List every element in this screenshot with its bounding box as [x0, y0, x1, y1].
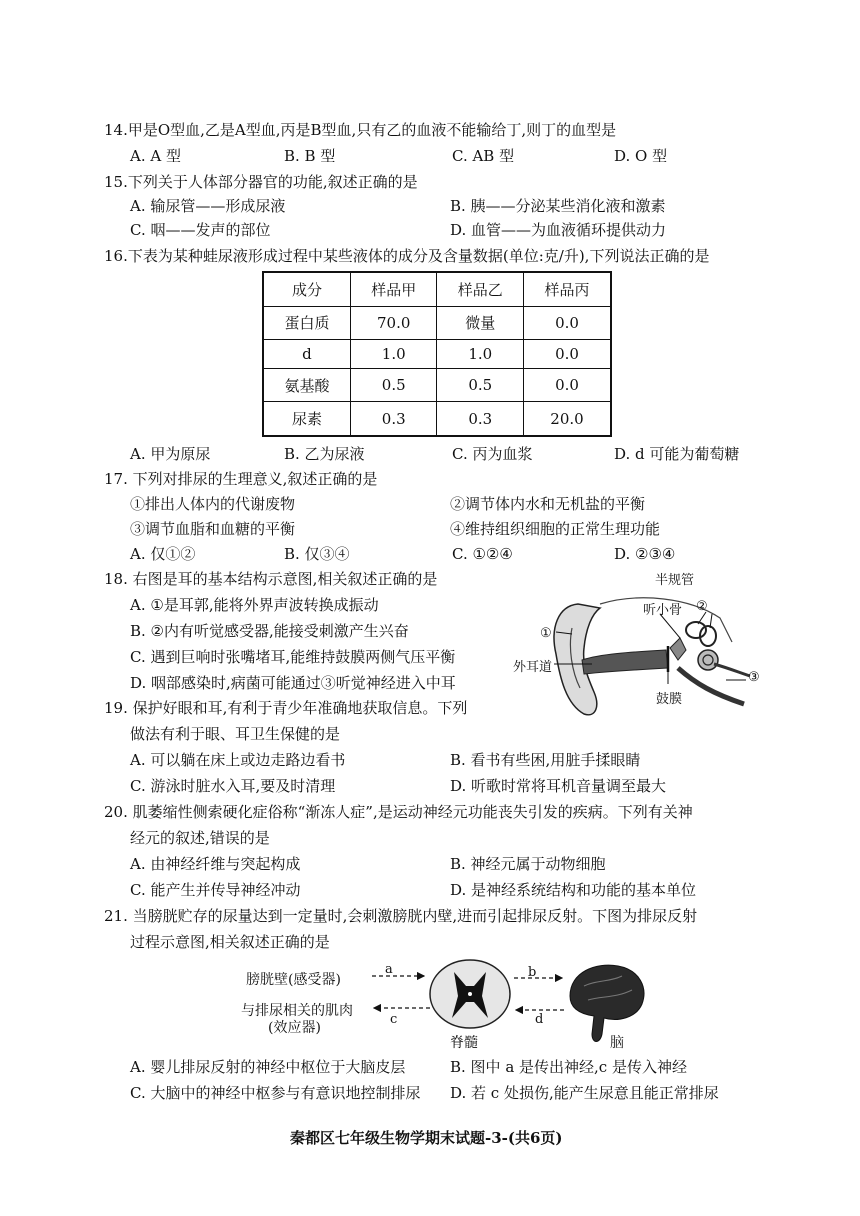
q17-option-d: D. ②③④: [614, 545, 676, 563]
label-2: ②: [696, 599, 708, 614]
label-a: a: [385, 962, 393, 977]
q19-option-b: B. 看书有些困,用脏手揉眼睛: [450, 751, 641, 769]
q21-option-a: A. 婴儿排尿反射的神经中枢位于大脑皮层: [130, 1058, 406, 1076]
label-d: d: [535, 1012, 544, 1027]
q15-option-b: B. 胰——分泌某些消化液和激素: [450, 197, 666, 215]
q17-item-3: ③调节血脂和血糖的平衡: [130, 520, 296, 538]
q20-option-b: B. 神经元属于动物细胞: [450, 855, 606, 873]
table-cell: 0.3: [350, 402, 437, 436]
table-cell: 1.0: [437, 340, 524, 369]
table-cell: 0.5: [350, 368, 437, 401]
q17-option-b: B. 仅③④: [284, 545, 350, 563]
q15-stem: 15.下列关于人体部分器官的功能,叙述正确的是: [104, 173, 418, 191]
q18-option-b: B. ②内有听觉感受器,能接受刺激产生兴奋: [130, 622, 409, 640]
table-cell: 微量: [437, 306, 524, 339]
table-header: 成分: [263, 272, 350, 306]
q14-option-c: C. AB 型: [452, 147, 515, 165]
micturition-reflex-diagram: [370, 956, 650, 1048]
table-cell: 尿素: [263, 402, 350, 436]
table-header: 样品丙: [524, 272, 612, 306]
table-cell: d: [263, 340, 350, 369]
page-footer: 秦都区七年级生物学期末试题-3-(共6页): [290, 1129, 563, 1147]
q17-option-c: C. ①②④: [452, 545, 513, 563]
q18-stem: 18. 右图是耳的基本结构示意图,相关叙述正确的是: [104, 570, 438, 588]
q15-option-c: C. 咽——发声的部位: [130, 221, 271, 239]
label-b: b: [528, 965, 537, 980]
q19-stem-line1: 19. 保护好眼和耳,有利于青少年准确地获取信息。下列: [104, 699, 468, 717]
q15-option-d: D. 血管——为血液循环提供动力: [450, 221, 667, 239]
q18-option-d: D. 咽部感染时,病菌可能通过③听觉神经进入中耳: [130, 674, 456, 692]
q21-stem-line1: 21. 当膀胱贮存的尿量达到一定量时,会刺激膀胱内壁,进而引起排尿反射。下图为排尿反射: [104, 907, 698, 925]
q18-option-a: A. ①是耳郭,能将外界声波转换成振动: [130, 596, 379, 614]
q16-stem: 16.下表为某种蛙尿液形成过程中某些液体的成分及含量数据(单位:克/升),下列说法正确的是: [104, 247, 710, 265]
table-cell: 0.3: [437, 402, 524, 436]
table-cell: 0.0: [524, 340, 612, 369]
label-ossicles: 听小骨: [643, 603, 683, 618]
label-c: c: [390, 1012, 398, 1027]
q17-item-4: ④维持组织细胞的正常生理功能: [450, 520, 661, 538]
q17-item-1: ①排出人体内的代谢废物: [130, 495, 296, 513]
q19-option-c: C. 游泳时脏水入耳,要及时清理: [130, 777, 336, 795]
table-cell: 0.0: [524, 306, 612, 339]
q20-stem-line2: 经元的叙述,错误的是: [130, 829, 270, 847]
q14-option-b: B. B 型: [284, 147, 336, 165]
table-cell: 氨基酸: [263, 368, 350, 401]
label-muscle: 与排尿相关的肌肉: [241, 1003, 353, 1019]
q20-option-a: A. 由神经纤维与突起构成: [130, 855, 301, 873]
q20-stem-line1: 20. 肌萎缩性侧索硬化症俗称“渐冻人症”,是运动神经元功能丧失引发的疾病。下列有关神: [104, 803, 693, 821]
table-cell: 0.5: [437, 368, 524, 401]
label-effector: (效应器): [268, 1020, 321, 1036]
q14-option-d: D. O 型: [614, 147, 668, 165]
label-semicircular-canals: 半规管: [655, 573, 695, 588]
q19-option-d: D. 听歌时常将耳机音量调至最大: [450, 777, 667, 795]
q21-stem-line2: 过程示意图,相关叙述正确的是: [130, 933, 330, 951]
q21-option-c: C. 大脑中的神经中枢参与有意识地控制排尿: [130, 1084, 421, 1102]
q17-stem: 17. 下列对排尿的生理意义,叙述正确的是: [104, 470, 378, 488]
ear-structure-figure: [500, 568, 770, 728]
q19-stem-line2: 做法有利于眼、耳卫生保健的是: [130, 725, 341, 743]
q16-option-b: B. 乙为尿液: [284, 445, 365, 463]
ear-canal-shape: [582, 650, 668, 674]
q20-option-c: C. 能产生并传导神经冲动: [130, 881, 301, 899]
table-header: 样品乙: [437, 272, 524, 306]
q14-stem: 14.甲是O型血,乙是A型血,丙是B型血,只有乙的血液不能输给丁,则丁的血型是: [104, 121, 617, 139]
q15-option-a: A. 输尿管——形成尿液: [130, 197, 286, 215]
q17-item-2: ②调节体内水和无机盐的平衡: [450, 495, 646, 513]
q16-option-a: A. 甲为原尿: [130, 445, 211, 463]
table-header: 样品甲: [350, 272, 437, 306]
label-1: ①: [540, 626, 552, 641]
table-cell: 70.0: [350, 306, 437, 339]
table-cell: 0.0: [524, 368, 612, 401]
q20-option-d: D. 是神经系统结构和功能的基本单位: [450, 881, 697, 899]
label-brain: 脑: [610, 1035, 624, 1051]
label-eardrum: 鼓膜: [656, 692, 683, 707]
label-bladder-receptor: 膀胱壁(感受器): [246, 972, 341, 988]
q14-option-a: A. A 型: [130, 147, 181, 165]
q21-option-b: B. 图中 a 是传出神经,c 是传入神经: [450, 1058, 687, 1076]
table-cell: 20.0: [524, 402, 612, 436]
label-spinal-cord: 脊髓: [450, 1035, 478, 1051]
q17-option-a: A. 仅①②: [130, 545, 196, 563]
q18-option-c: C. 遇到巨响时张嘴堵耳,能维持鼓膜两侧气压平衡: [130, 648, 456, 666]
q16-option-d: D. d 可能为葡萄糖: [614, 445, 740, 463]
liquid-composition-table: [262, 271, 612, 437]
label-ear-canal: 外耳道: [513, 660, 553, 675]
q16-option-c: C. 丙为血浆: [452, 445, 533, 463]
label-3: ③: [748, 670, 760, 685]
q19-option-a: A. 可以躺在床上或边走路边看书: [130, 751, 346, 769]
q21-option-d: D. 若 c 处损伤,能产生尿意且能正常排尿: [450, 1084, 719, 1102]
table-cell: 1.0: [350, 340, 437, 369]
table-cell: 蛋白质: [263, 306, 350, 339]
